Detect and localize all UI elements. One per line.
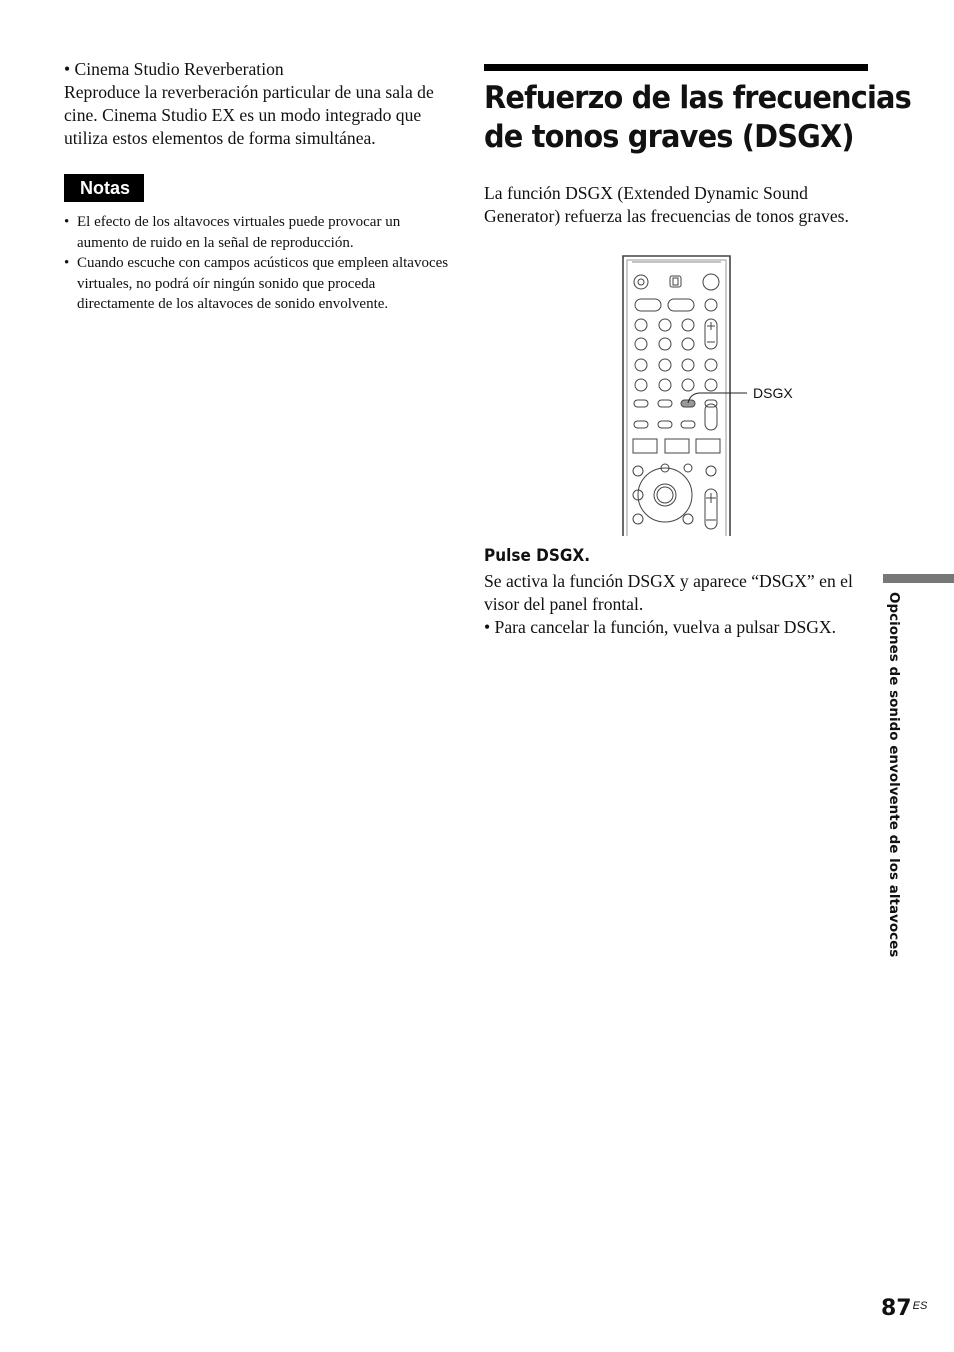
remote-control-icon xyxy=(484,254,870,536)
note-text: Cuando escuche con campos acústicos que empleen altavoces virtuales, no podrá oír ningún sonido que proceda directamente de los altavoces de sonido envolvente. xyxy=(77,255,449,312)
step-title: Pulse DSGX. xyxy=(484,546,591,566)
right-column xyxy=(484,64,911,639)
heading-line-2: de tonos graves (DSGX) xyxy=(484,118,854,155)
bullet-icon: • xyxy=(64,255,70,271)
notes-list xyxy=(64,212,449,315)
bullet-body: Reproduce la reverberación particular de una sala de cine. Cinema Studio EX es un modo integrado que utiliza estos elementos de forma simultánea. xyxy=(64,82,434,148)
bullet-icon: • xyxy=(64,214,70,230)
step-body: Se activa la función DSGX y aparece “DSGX” en el visor del panel frontal. xyxy=(484,571,853,614)
section-side-title: Opciones de sonido envolvente de los altavoces xyxy=(886,592,902,958)
intro-text: La función DSGX (Extended Dynamic Sound Generator) refuerza las frecuencias de tonos graves. xyxy=(484,183,849,226)
left-column xyxy=(64,58,449,315)
bullet-title: • Cinema Studio Reverberation xyxy=(64,59,284,79)
dsgx-callout-label: DSGX xyxy=(753,385,793,401)
notes-label: Notas xyxy=(64,174,144,202)
note-item xyxy=(64,212,449,253)
section-tab xyxy=(883,574,954,583)
page-language-suffix: ES xyxy=(912,1300,928,1312)
heading-line-1: Refuerzo de las frecuencias xyxy=(484,80,911,116)
note-item xyxy=(64,253,449,315)
section-heading xyxy=(484,79,911,156)
heading-rule xyxy=(484,64,868,71)
remote-illustration xyxy=(484,254,870,536)
page-number-value: 87 xyxy=(881,1296,912,1321)
note-text: El efecto de los altavoces virtuales puede provocar un aumento de ruido en la señal de reproducción. xyxy=(77,214,401,251)
page-number xyxy=(881,1296,927,1321)
step-bullet: • Para cancelar la función, vuelva a pulsar DSGX. xyxy=(484,617,837,637)
